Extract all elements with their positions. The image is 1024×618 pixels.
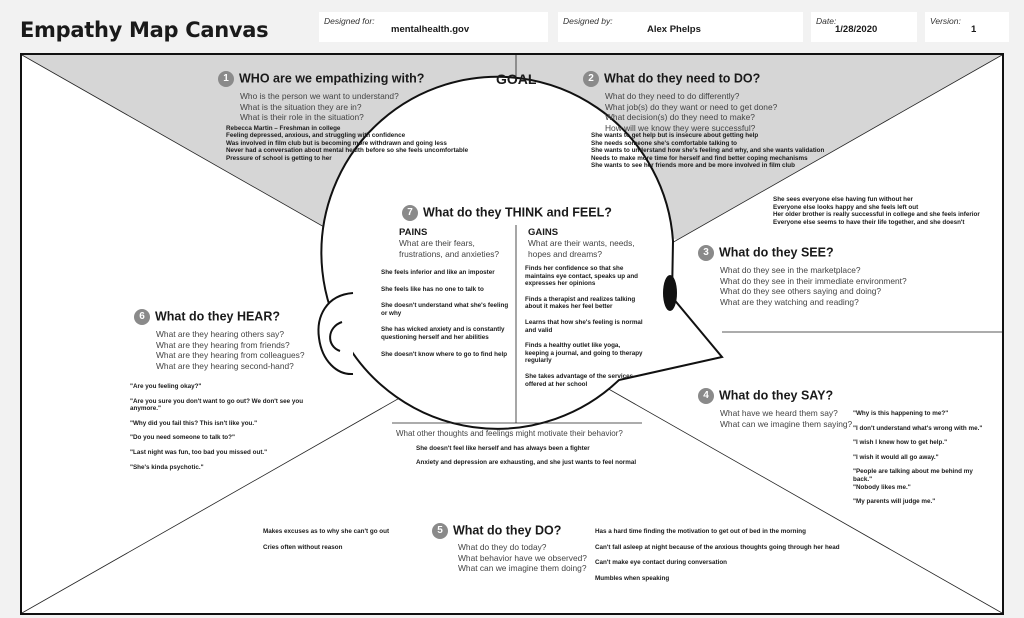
eye <box>663 275 677 311</box>
see-question: What are they watching and reading? <box>720 296 859 307</box>
pains-answer: She feels inferior and like an imposter <box>381 269 495 276</box>
hear-answer: "Are you sure you don't want to go out? We don't see you anymore." <box>130 397 304 413</box>
other-thoughts-answer: She doesn't feel like herself and has always been a fighter <box>416 444 590 452</box>
say-title: What do they SAY? <box>719 388 834 403</box>
designed-for-label: Designed for: <box>324 16 375 26</box>
pains-title: PAINS <box>399 227 428 238</box>
other-thoughts-section <box>396 429 646 467</box>
need-to-do-title: What do they need to DO? <box>604 71 761 86</box>
goal-label: GOAL <box>496 71 537 87</box>
ear <box>318 293 353 374</box>
step-badge: 2 <box>583 71 599 87</box>
who-answer: Rebecca Martin – Freshman in college <box>226 124 341 132</box>
hear-answer: "Last night was fun, too bad you missed out." <box>130 448 268 456</box>
who-answer: Was involved in film club but is becoming more withdrawn and going less <box>226 139 447 147</box>
who-question: Who is the person we want to understand? <box>240 91 399 101</box>
gains-answer: Finds a healthy outlet like yoga, keeping a journal, and going to therapy regularly <box>525 342 643 365</box>
gains-answer: She takes advantage of the services offered at her school <box>525 372 634 388</box>
version-field[interactable] <box>925 12 1009 42</box>
version-label: Version: <box>930 16 961 26</box>
say-answer: "My parents will judge me." <box>853 498 936 506</box>
pains-section <box>399 227 511 259</box>
who-answer: Feeling depressed, anxious, and struggling with confidence <box>226 132 406 140</box>
gains-answer: Learns that how she's feeling is normal and valid <box>525 318 643 334</box>
gains-answers <box>525 265 643 388</box>
pains-answer: She has wicked anxiety and is constantly questioning herself and her abilities <box>381 326 505 341</box>
do-answers-left <box>263 528 413 551</box>
designed-for-value: mentalhealth.gov <box>391 24 470 35</box>
need-to-do-question: What job(s) do they want or need to get done? <box>605 101 778 112</box>
hear-question: What are they hearing others say? <box>156 329 285 339</box>
designed-by-label: Designed by: <box>563 16 613 26</box>
designed-by-field[interactable] <box>558 12 803 42</box>
do-section <box>432 523 587 574</box>
do-title: What do they DO? <box>453 523 562 538</box>
think-feel-title: What do they THINK and FEEL? <box>423 205 612 220</box>
version-value: 1 <box>971 24 977 35</box>
do-question: What behavior have we observed? <box>458 552 587 563</box>
hear-answer: "Do you need someone to talk to?" <box>130 434 235 442</box>
do-answer: Mumbles when speaking <box>595 574 670 582</box>
date-label: Date: <box>816 16 837 26</box>
do-question: What can we imagine them doing? <box>458 563 587 573</box>
do-answer: Can't fall asleep at night because of the anxious thoughts going through her head <box>595 543 840 551</box>
other-thoughts-answer: Anxiety and depression are exhausting, and she just wants to feel normal <box>416 459 637 467</box>
gains-title: GAINS <box>528 227 559 238</box>
gains-answer: Finds her confidence so that she maintains eye contact, speaks up and expresses her opinions <box>525 265 639 288</box>
say-answers <box>853 410 993 506</box>
need-to-do-answer: Needs to make more time for herself and find better coping mechanisms <box>591 154 808 162</box>
see-section <box>698 245 907 307</box>
hear-title: What do they HEAR? <box>155 309 280 324</box>
step-badge: 1 <box>218 71 234 87</box>
say-section <box>698 388 852 429</box>
do-answer: Makes excuses as to why she can't go out <box>263 528 390 535</box>
gains-section <box>528 227 636 259</box>
need-to-do-question: How will we know they were successful? <box>605 122 756 133</box>
see-answer: Everyone else seems to have their life together, and she doesn't <box>773 218 965 226</box>
page-title: Empathy Map Canvas <box>20 18 269 42</box>
say-question: What can we imagine them saying? <box>720 418 853 429</box>
say-answer: "Nobody likes me." <box>853 483 911 491</box>
designed-by-value: Alex Phelps <box>647 24 701 35</box>
need-to-do-question: What do they need to do differently? <box>605 91 740 101</box>
pains-answer: She feels like has no one to talk to <box>381 285 484 293</box>
designed-for-field[interactable] <box>319 12 548 42</box>
need-to-do-question: What decision(s) do they need to make? <box>605 112 755 122</box>
hear-section <box>134 309 305 371</box>
who-answer: Never had a conversation about mental health before so she feels uncomfortable <box>226 147 469 155</box>
who-answer: Pressure of school is getting to her <box>226 154 332 162</box>
step-badge: 6 <box>134 309 150 325</box>
say-answer: "Why is this happening to me?" <box>853 410 949 417</box>
date-field[interactable] <box>811 12 917 42</box>
hear-answer: "She's kinda psychotic." <box>130 463 204 471</box>
hear-answer: "Why did you fail this? This isn't like you." <box>130 419 258 427</box>
need-to-do-answer: She wants to understand how she's feeling and why, and she wants validation <box>591 147 825 155</box>
hear-question: What are they hearing from friends? <box>156 339 290 350</box>
do-question: What do they do today? <box>458 542 547 552</box>
who-title: WHO are we empathizing with? <box>239 71 425 86</box>
do-answer: Has a hard time finding the motivation to get out of bed in the morning <box>595 528 806 535</box>
pains-question: What are their fears, frustrations, and anxieties? <box>399 238 500 259</box>
see-answers <box>773 196 988 226</box>
hear-question: What are they hearing from colleagues? <box>156 350 305 360</box>
do-answer: Can't make eye contact during conversation <box>595 559 728 567</box>
say-answer: "I wish I knew how to get help." <box>853 439 948 447</box>
other-thoughts-question: What other thoughts and feelings might motivate their behavior? <box>396 429 623 438</box>
need-to-do-section <box>583 71 824 170</box>
think-feel-header <box>402 205 612 221</box>
hear-question: What are they hearing second-hand? <box>156 360 294 371</box>
hear-answers <box>130 383 310 471</box>
step-badge: 3 <box>698 245 714 261</box>
pains-answers <box>381 269 509 358</box>
see-question: What do they see others saying and doing? <box>720 286 882 296</box>
who-question: What is the situation they are in? <box>240 101 362 112</box>
say-question: What have we heard them say? <box>720 408 838 418</box>
see-answer: Her older brother is really successful in college and she feels inferior <box>773 211 980 219</box>
see-question: What do they see in the marketplace? <box>720 265 861 275</box>
say-answer: "I wish it would all go away." <box>853 453 939 461</box>
step-badge: 7 <box>402 205 418 221</box>
do-answer: Cries often without reason <box>263 543 343 551</box>
see-answer: She sees everyone else having fun without her <box>773 196 913 203</box>
step-badge: 5 <box>432 523 448 539</box>
gains-answer: Finds a therapist and realizes talking about it makes her feel better <box>525 295 636 311</box>
need-to-do-answer: She wants to see her friends more and be more involved in film club <box>591 162 795 170</box>
say-answer: "I don't understand what's wrong with me." <box>853 424 983 432</box>
gains-question: What are their wants, needs, hopes and dreams? <box>528 238 635 259</box>
who-question: What is their role in the situation? <box>240 112 364 122</box>
do-answers-right <box>595 528 895 582</box>
see-title: What do they SEE? <box>719 245 834 260</box>
see-answer: Everyone else looks happy and she feels left out <box>773 203 919 211</box>
see-question: What do they see in their immediate environment? <box>720 275 907 286</box>
pains-answer: She doesn't understand what she's feeling or why <box>381 302 509 317</box>
say-answer: "People are talking about me behind my back." <box>853 468 973 483</box>
empathy-map-canvas <box>20 53 1004 615</box>
hear-answer: "Are you feeling okay?" <box>130 383 202 390</box>
step-badge: 4 <box>698 388 714 404</box>
date-value: 1/28/2020 <box>835 24 878 35</box>
need-to-do-answer: She wants to get help but is insecure about getting help <box>591 132 759 139</box>
who-section <box>218 71 468 162</box>
pains-answer: She doesn't know where to go to find help <box>381 350 508 358</box>
need-to-do-answer: She needs someone she's comfortable talking to <box>591 139 738 147</box>
